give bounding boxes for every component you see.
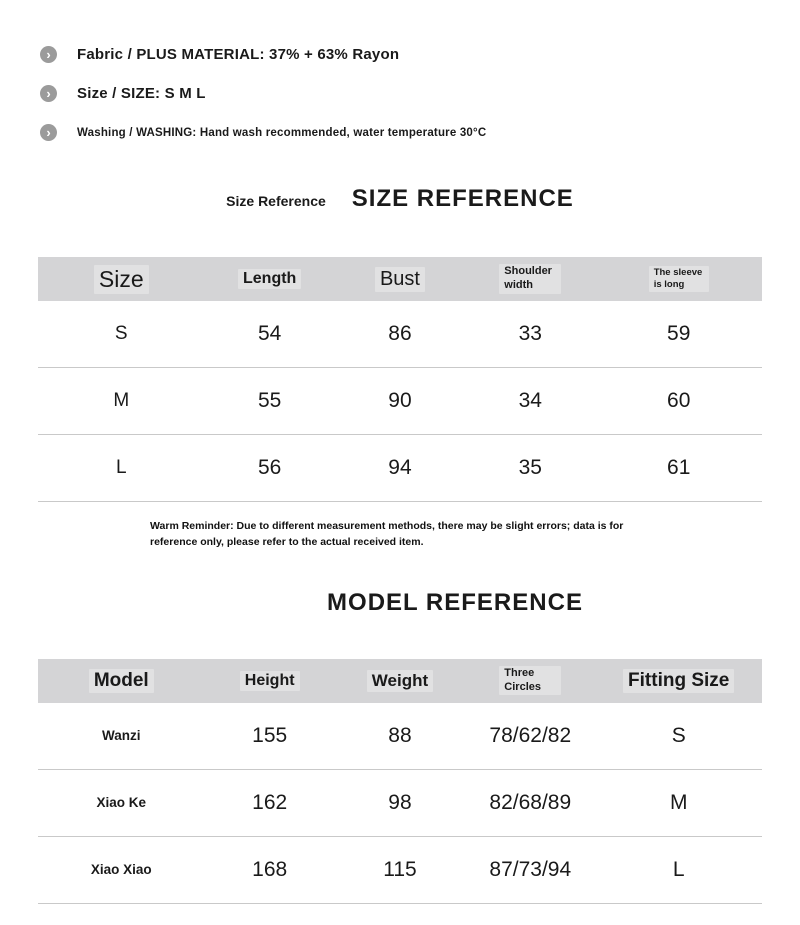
table-cell: 86 [388, 322, 412, 345]
table-cell: L [115, 457, 127, 478]
model-table-header-height: Height [205, 671, 335, 691]
size-reference-subtitle: Size Reference [226, 193, 326, 209]
table-cell: 60 [667, 389, 691, 412]
size-reference-heading-row [0, 185, 800, 213]
model-table-header-three-circles: Three Circles [465, 666, 595, 696]
table-cell: M [669, 790, 688, 814]
table-cell: 155 [252, 723, 288, 747]
model-table-header-row [38, 659, 762, 703]
model-reference-heading-row [0, 589, 800, 617]
table-cell: Xiao Xiao [90, 862, 152, 878]
model-reference-title: MODEL REFERENCE [327, 588, 583, 616]
table-cell: 61 [667, 456, 691, 479]
table-cell: 34 [518, 389, 542, 412]
size-table-header-bust: Bust [335, 267, 465, 292]
table-cell: S [671, 723, 686, 747]
chevron-right-circle-icon: › [40, 85, 57, 102]
table-cell: 168 [252, 857, 288, 881]
size-table [38, 257, 762, 502]
table-cell: 115 [383, 857, 417, 881]
table-cell: L [672, 857, 685, 881]
table-cell: 54 [257, 322, 282, 345]
table-cell: 94 [388, 456, 412, 479]
table-cell: 162 [252, 790, 288, 814]
size-table-row-l [38, 435, 762, 502]
table-cell: 35 [518, 456, 542, 479]
table-cell: Wanzi [102, 728, 141, 744]
product-attributes-list [0, 0, 800, 141]
size-table-header-row [38, 257, 762, 301]
attribute-washing [40, 124, 800, 141]
model-table-header-weight: Weight [335, 670, 465, 692]
table-cell: Xiao Ke [96, 795, 147, 811]
model-table-header-model: Model [38, 669, 205, 693]
table-cell: 90 [388, 389, 412, 412]
table-cell: 33 [518, 322, 542, 345]
model-table-row-wanzi [38, 703, 762, 770]
table-cell: 82/68/89 [489, 790, 572, 814]
attribute-fabric-label: Fabric / PLUS MATERIAL: 37% + 63% Rayon [77, 46, 400, 63]
table-cell: 78/62/82 [489, 723, 572, 747]
table-cell: 59 [667, 322, 691, 345]
attribute-size-label: Size / SIZE: S M L [77, 85, 206, 102]
table-cell: 55 [257, 389, 282, 412]
model-table-row-xiaoke [38, 770, 762, 837]
size-table-header-shoulder-width: Shoulder width [465, 264, 595, 294]
size-table-row-m [38, 368, 762, 435]
size-table-header-size: Size [38, 265, 205, 294]
chevron-right-circle-icon: › [40, 46, 57, 63]
model-table-row-xiaoxiao [38, 837, 762, 904]
warm-reminder-note: Warm Reminder: Due to different measurement methods, there may be slight errors; data is for reference only, please refer to the actual received item. [150, 520, 624, 549]
table-cell: 56 [257, 456, 282, 479]
size-table-header-length: Length [205, 269, 335, 289]
table-cell: S [114, 323, 128, 344]
attribute-washing-label: Washing / WASHING: Hand wash recommended, water temperature 30°C [77, 126, 487, 139]
size-table-row-s [38, 301, 762, 368]
table-cell: 98 [388, 790, 412, 814]
attribute-fabric [40, 46, 800, 63]
table-cell: 88 [388, 723, 412, 747]
attribute-size [40, 85, 800, 102]
model-table [38, 659, 762, 904]
size-reference-title: SIZE REFERENCE [351, 185, 574, 212]
size-table-header-sleeve-length: The sleeve is long [595, 266, 762, 293]
model-table-header-fitting-size: Fitting Size [595, 669, 762, 693]
table-cell: M [113, 390, 130, 411]
table-cell: 87/73/94 [489, 857, 572, 881]
chevron-right-circle-icon: › [40, 124, 57, 141]
